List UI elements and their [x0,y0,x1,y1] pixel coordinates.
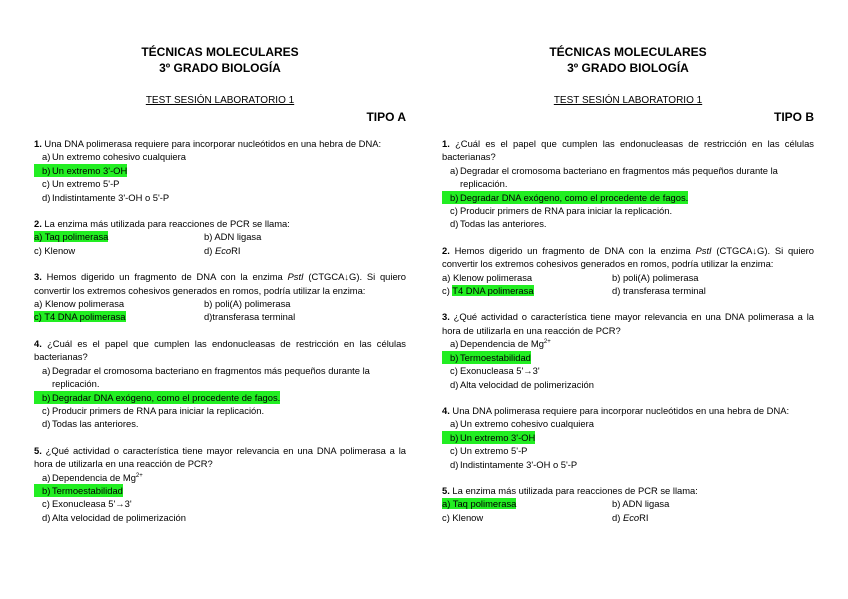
option-b: b) ADN ligasa [204,231,262,243]
option-a: a) Taq polimerasa [442,498,517,510]
option-a: a) Degradar el cromosoma bacteriano en fragmentos más pequeños durante la replicación. [42,364,370,390]
grade-title: 3º GRADO BIOLOGÍA [567,61,689,75]
test-column-tipo-b [442,0,814,524]
option-a: a) Taq polimerasa [34,231,109,243]
option-b: b) poli(A) polimerasa [204,298,291,310]
option-d: d) transferasa terminal [612,285,706,297]
option-c: c) Klenow [34,244,76,256]
question-text: 3. ¿Qué actividad o característica tiene mayor relevancia en una DNA polimerasa a la hora de utilizarla en una reacción de PCR? [442,311,814,336]
option-b: b) Termoestabilidad [34,484,406,497]
course-title: TÉCNICAS MOLECULARES [141,45,299,59]
test-column-tipo-a [34,0,406,524]
option-c: c) T4 DNA polimerasa [442,285,534,297]
question-text: 4. Una DNA polimerasa requiere para incorporar nucleótidos en una hebra de DNA: [442,404,790,416]
option-d: d) Todas las anteriores. [42,418,139,430]
test-type-label: TIPO A [366,110,406,124]
option-d: d) Indistintamente 3'-OH o 5'-P [450,458,578,470]
question-5 [442,484,814,524]
question-3 [34,270,406,324]
option-d: d)transferasa terminal [204,311,296,323]
option-d: d) Alta velocidad de polimerización [42,511,186,523]
question-text: 5. ¿Qué actividad o característica tiene mayor relevancia en una DNA polimerasa a la hora de utilizarla en una reacción de PCR? [34,444,406,470]
option-d: d) Todas las anteriores. [450,218,547,230]
question-1 [34,137,406,204]
option-d: d) Indistintamente 3'-OH o 5'-P [42,191,170,203]
option-b: b) Degradar DNA exógeno, como el procedente de fagos. [34,391,406,404]
session-title: TEST SESIÓN LABORATORIO 1 [145,95,295,106]
option-b: b) Termoestabilidad [442,351,814,364]
option-a: a) Un extremo cohesivo cualquiera [450,418,594,430]
grade-title: 3º GRADO BIOLOGÍA [159,61,281,75]
option-a: a) Dependencia de $Mg^{2+}$ [450,338,551,350]
option-d: d) EcoRI [204,244,241,256]
session-title: TEST SESIÓN LABORATORIO 1 [553,95,703,106]
question-4 [34,337,406,431]
question-5 [34,444,406,524]
option-b: b) poli(A) polimerasa [612,271,699,283]
question-text: 2. La enzima más utilizada para reacciones de PCR se llama: [34,218,290,230]
question-text: 4. ¿Cuál es el papel que cumplen las endonucleasas de restricción en las células bacterianas? [34,337,406,363]
option-c: c) Producir primers de RNA para iniciar la replicación. [450,205,673,217]
question-2 [442,244,814,298]
question-2 [34,217,406,257]
question-1 [442,137,814,231]
question-text: 5. La enzima más utilizada para reacciones de PCR se llama: [442,484,698,496]
question-3 [442,310,814,390]
option-b: b) ADN ligasa [612,498,670,510]
option-b: b) Degradar DNA exógeno, como el procedente de fagos. [442,191,814,204]
option-d: d) Alta velocidad de polimerización [450,378,594,390]
option-c: c) Exonucleasa 5'→3' [42,498,132,510]
option-c: c) Producir primers de RNA para iniciar la replicación. [42,404,265,416]
option-b: b) Un extremo 3'-OH [442,431,814,444]
option-b: b) Un extremo 3'-OH [34,164,406,177]
question-text: 1. Una DNA polimerasa requiere para incorporar nucleótidos en una hebra de DNA: [34,138,382,149]
question-text: 2. Hemos digerido un fragmento de DNA con la enzima PstI (CTGCA↓G). Si quiero convertir los extremos cohesivos generados en romos, podría utilizar la enzima: [442,244,815,270]
question-text: 1. ¿Cuál es el papel que cumplen las endonucleasas de restricción en las células bacterianas? [442,138,814,163]
option-a: a) Klenow polimerasa [442,271,533,283]
option-a: a) Degradar el cromosoma bacteriano en fragmentos más pequeños durante la replicación. [450,164,778,190]
option-c: c) Exonucleasa 5'→3' [450,365,540,377]
option-a: a) Dependencia de $Mg^{2+}$ [42,471,143,483]
option-d: d) EcoRI [612,511,649,523]
question-text: 3. Hemos digerido un fragmento de DNA con la enzima PstI (CTGCA↓G). Si quiero convertir los extremos cohesivos generados en romos, podría utilizar la enzima: [34,271,407,296]
option-c: c) Klenow [442,511,484,523]
option-c: c) T4 DNA polimerasa [34,311,126,323]
question-4 [442,404,814,471]
option-c: c) Un extremo 5'-P [42,178,120,190]
option-c: c) Un extremo 5'-P [450,445,528,457]
option-a: a) Klenow polimerasa [34,298,125,310]
option-a: a) Un extremo cohesivo cualquiera [42,151,186,163]
test-type-label: TIPO B [773,110,814,124]
course-title: TÉCNICAS MOLECULARES [549,45,707,59]
